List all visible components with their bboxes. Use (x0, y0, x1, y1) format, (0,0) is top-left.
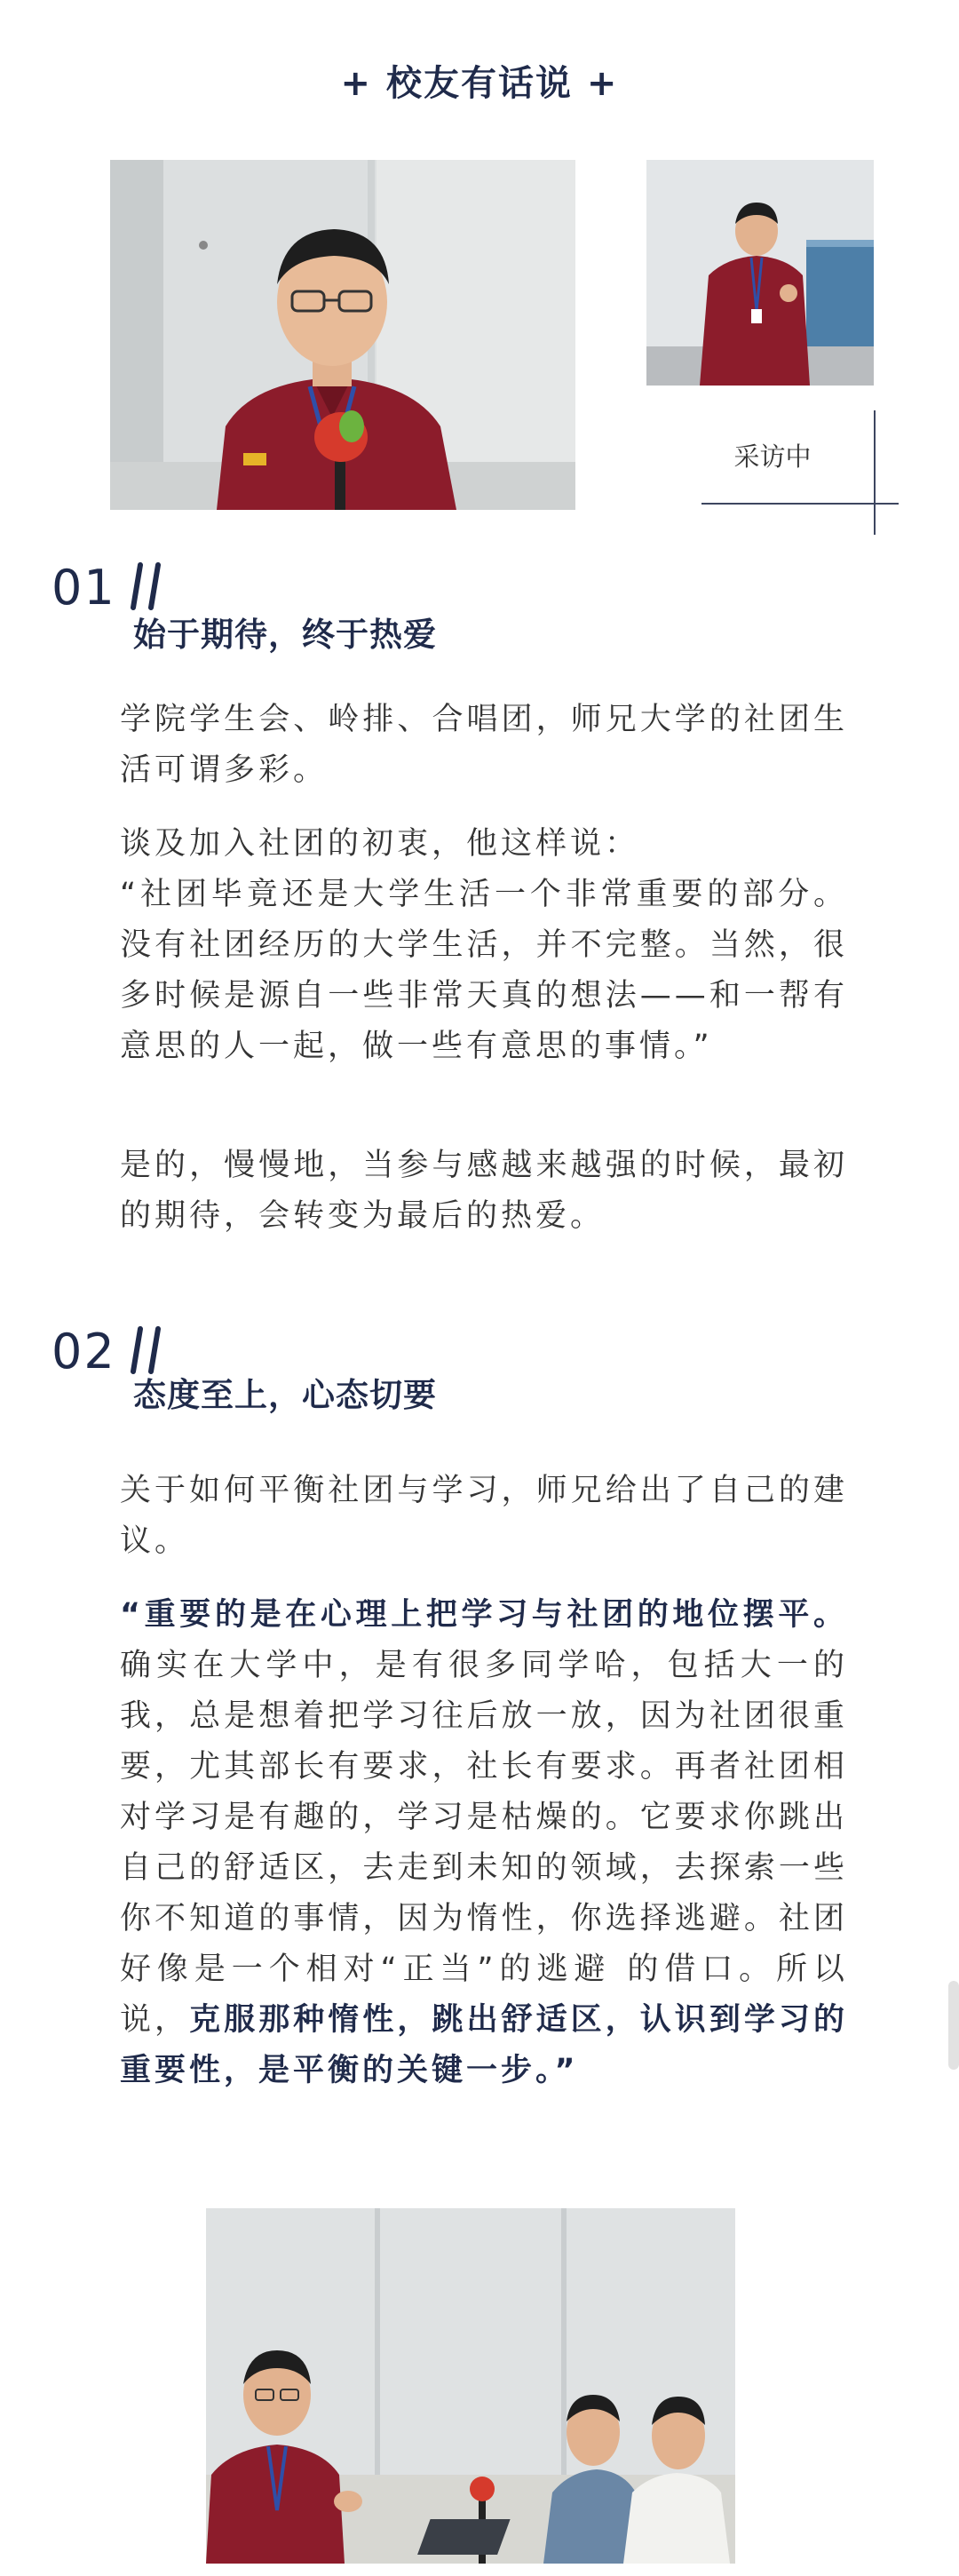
photo-caption: 采访中 (733, 441, 812, 472)
section-2-number: 02 (52, 1324, 116, 1379)
caption-divider-vertical (874, 410, 876, 535)
interview-photo-group (206, 2208, 735, 2564)
double-slash-icon (128, 561, 167, 611)
interview-photo-main (110, 160, 575, 510)
caption-divider-horizontal (701, 503, 899, 505)
quote-emphasis-start: “重要的是在心理上把学习与社团的地位摆平。 (120, 1597, 848, 1633)
section-1-title: 始于期待，终于热爱 (133, 616, 437, 654)
interview-photo-standing (646, 160, 874, 386)
section-2-paragraph-2 (120, 1590, 848, 2096)
section-2-paragraph-1: 关于如何平衡社团与学习，师兄给出了自己的建议。 (120, 1473, 848, 1559)
section-1-quote: “社团毕竟还是大学生活一个非常重要的部分。没有社团经历的大学生活，并不完整。当然，很多时候是源自一些非常天真的想法——和一帮有意思的人一起，做一些有意思的事情。” (120, 877, 848, 1064)
section-2-title: 态度至上，心态切要 (133, 1376, 437, 1414)
section-1-paragraph-1: 学院学生会、岭排、合唱团，师兄大学的社团生活可谓多彩。 (120, 702, 848, 788)
quote-emphasis-end: 克服那种惰性，跳出舒适区，认识到学习的重要性，是平衡的关键一步。” (120, 2002, 848, 2088)
section-1-number: 01 (52, 560, 116, 616)
page-title: + 校友有话说 + (340, 63, 619, 104)
section-1-paragraph-3: 是的，慢慢地，当参与感越来越强的时候，最初的期待，会转变为最后的热爱。 (120, 1148, 848, 1234)
section-1-quote-intro: 谈及加入社团的初衷，他这样说： (120, 826, 640, 862)
quote-body: 确实在大学中，是有很多同学哈，包括大一的我，总是想着把学习往后放一放，因为社团很重要，尤其部长有要求，社长有要求。再者社团相对学习是有趣的，学习是枯燥的。它要求你跳出自己的舒适区，去走到未知的领域，去探索一些你不知道的事情，因为惰性，你选择逃避。社团好像是一个相对“正当”的逃避 的借口。所以说， (120, 1648, 848, 2038)
scrollbar-thumb[interactable] (948, 1981, 959, 2070)
section-1-paragraph-2 (120, 819, 848, 1072)
